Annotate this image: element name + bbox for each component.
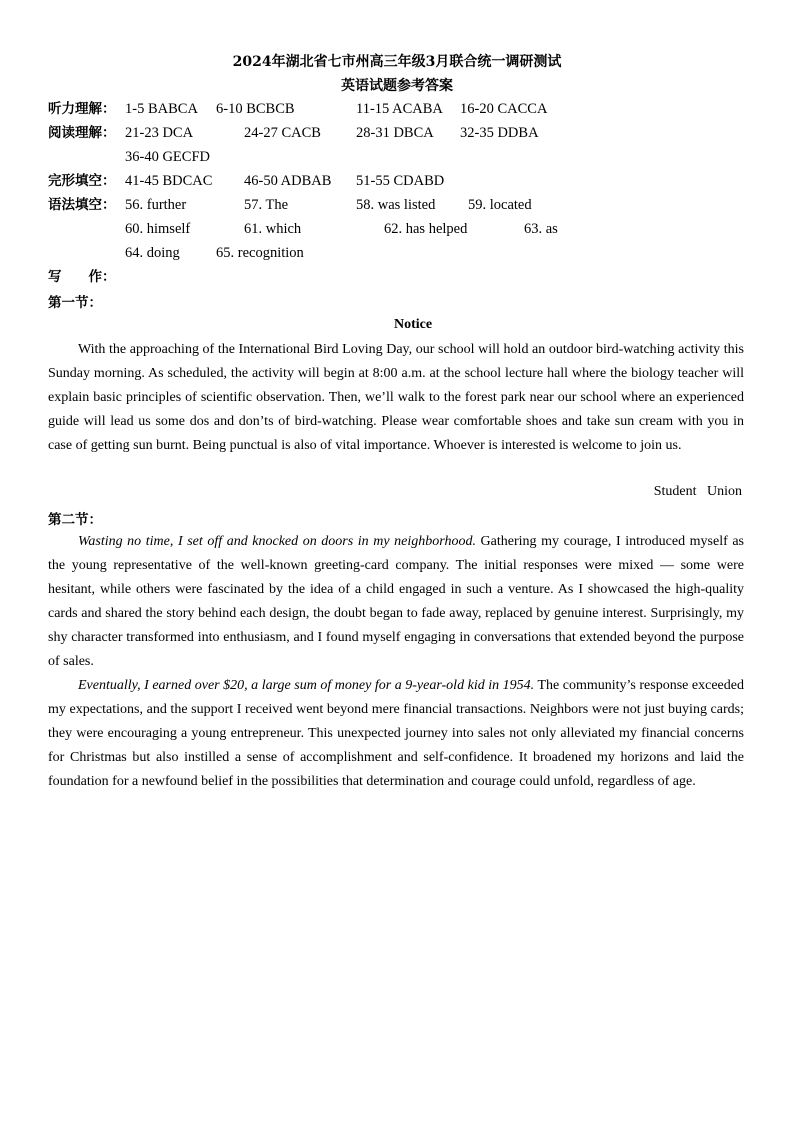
page-title: 2024年湖北省七市州高三年级3月联合统一调研测试	[232, 54, 562, 70]
grammar-label: 语法填空：	[48, 197, 116, 213]
writing-label: 写 作：	[48, 269, 116, 285]
paragraph-1-lead-sentence: Wasting no time, I set off and knocked on doors in my neighborhood.	[78, 534, 476, 549]
grammar-answer: 59. located	[468, 197, 532, 213]
notice-body: With the approaching of the International Bird Loving Day, our school will hold an outdoor bird-watching activity this Sunday morning. As scheduled, the activity will begin at 8:00 a.m. at the school lecture hall where the biology teacher will explain basic principles of scientific observation. Then, we’ll walk to the forest park near our school where an experienced guide will lead us some dos and don’ts of bird-watching. Please wear comfortable shoes and take sun cream with you in case of getting sun burnt. Being punctual is also of vital importance. Whoever is interested is welcome to join us.	[48, 342, 744, 453]
cloze-label: 完形填空：	[48, 173, 116, 189]
grammar-answer: 58. was listed	[356, 197, 436, 213]
reading-answer: 21-23 DCA	[125, 125, 194, 141]
reading-answer: 24-27 CACB	[244, 125, 321, 141]
notice-title: Notice	[393, 317, 433, 332]
grammar-answer: 60. himself	[125, 221, 191, 237]
reading-answer: 28-31 DBCA	[356, 125, 434, 141]
story-paragraph-2	[48, 674, 744, 794]
grammar-answer: 56. further	[125, 197, 187, 213]
grammar-answer: 65. recognition	[216, 245, 304, 261]
cloze-answer: 46-50 ADBAB	[244, 173, 332, 189]
section-2-label: 第二节：	[48, 512, 102, 528]
cloze-answer: 51-55 CDABD	[356, 173, 445, 189]
story-paragraph-1	[48, 530, 744, 674]
listening-answer: 11-15 ACABA	[356, 101, 443, 117]
notice-signature: Student Union	[653, 484, 742, 499]
grammar-answer: 62. has helped	[384, 221, 468, 237]
listening-answer: 1-5 BABCA	[125, 101, 198, 117]
reading-answer: 32-35 DDBA	[460, 125, 539, 141]
section-1-label: 第一节：	[48, 295, 102, 311]
listening-label: 听力理解：	[48, 101, 116, 117]
grammar-answer: 57. The	[244, 197, 289, 213]
grammar-answer: 64. doing	[125, 245, 180, 261]
page-subtitle: 英语试题参考答案	[341, 78, 453, 94]
reading-label: 阅读理解：	[48, 125, 116, 141]
cloze-answer: 41-45 BDCAC	[125, 173, 213, 189]
grammar-answer: 61. which	[244, 221, 302, 237]
grammar-answer: 63. as	[524, 221, 558, 237]
listening-answer: 6-10 BCBCB	[216, 101, 295, 117]
paragraph-2-lead-sentence: Eventually, I earned over $20, a large sum of money for a 9-year-old kid in 1954.	[78, 678, 535, 693]
reading-answer: 36-40 GECFD	[125, 149, 210, 165]
paragraph-2-body: The community’s response exceeded my expectations, and the support I received went beyond mere financial transactions. Neighbors were not just buying cards; they were encouraging a young entrepreneur. This unexpected journey into sales not only alleviated my financial concerns for Christmas but also instilled a sense of accomplishment and self-confidence. It broadened my horizons and laid the foundation for a newfound belief in the possibilities that determination and courage could unfold, regardless of age.	[48, 678, 744, 789]
listening-answer: 16-20 CACCA	[460, 101, 548, 117]
paragraph-1-body: Gathering my courage, I introduced myself as the young representative of the well-known greeting-card company. The initial responses were mixed — some were hesitant, while others were fascinated by the idea of a child engaged in such a venture. As I showcased the high-quality cards and shared the story behind each design, the doubt began to fade away, replaced by genuine interest. Surprisingly, my shy character transformed into enthusiasm, and I found myself engaging in conversations that extended beyond the purpose of sales.	[48, 534, 744, 669]
